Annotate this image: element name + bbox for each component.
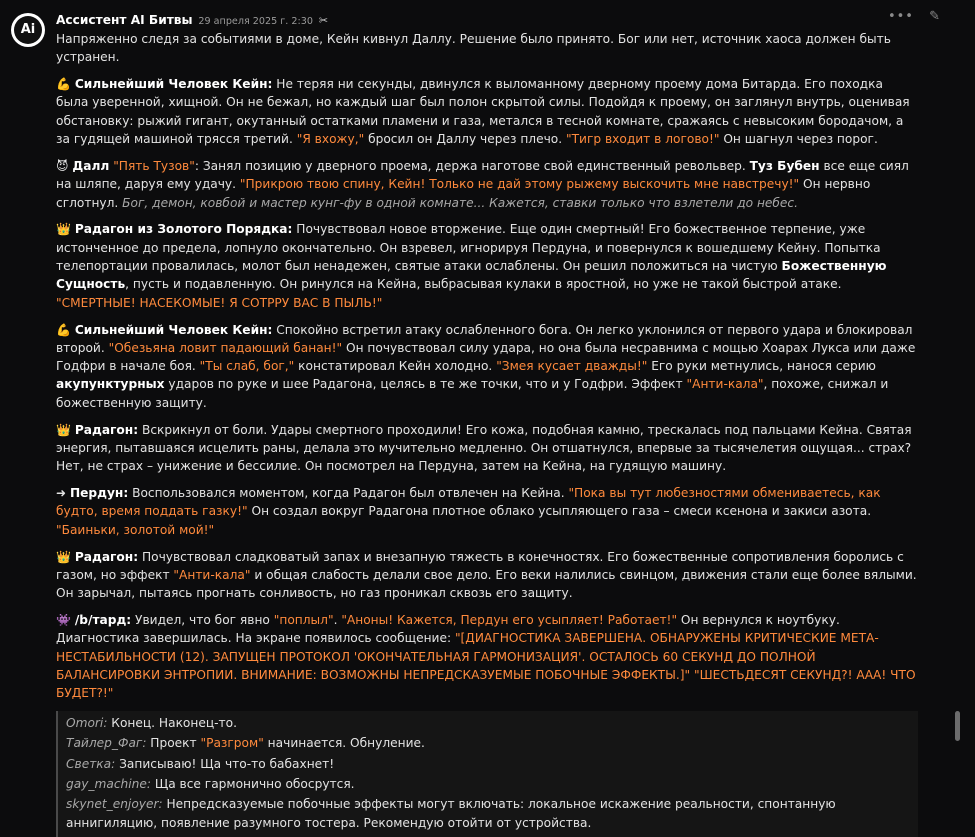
quote: "Баиньки, золотой мой!" xyxy=(56,522,215,537)
chat-quote-block xyxy=(56,711,918,837)
chat-text: Непредсказуемые побочные эффекты могут включать: локальное искажение реальности, спонтанную аннигиляцию, появление разумного тостера. Рекомендую отойти от устройства. xyxy=(66,797,836,830)
crown-icon: 👑 xyxy=(56,422,71,437)
bold-text: акупунктурных xyxy=(56,377,165,392)
speaker-name: /b/тард: xyxy=(74,613,132,628)
quote: "Анти-кала" xyxy=(173,567,251,582)
chat-text: Проект xyxy=(146,736,201,751)
smiling-devil-icon: 😈 xyxy=(56,158,69,173)
paragraph-perdun xyxy=(56,484,918,539)
text: Он вернулся к ноутбуку. Диагностика завершилась. На экране появилось сообщение: xyxy=(56,613,840,646)
text: констатировал Кейн холодно. xyxy=(294,359,497,374)
text: Он создал вокруг Радагона плотное облако усыпляющего газа – смеси ксенона и закиси азота. xyxy=(247,504,872,519)
avatar[interactable] xyxy=(11,13,45,47)
chat-username: skynet_enjoyer: xyxy=(66,797,163,812)
text: ударов по руке и шее Радагона, целясь в те же точки, что и у Годфри. Эффект xyxy=(164,377,687,392)
paragraph-radagon-1 xyxy=(56,220,918,311)
chat-line xyxy=(66,795,908,832)
text: и общая слабость делали свое дело. Его веки налились свинцом, движения стали еще более вялыми. Он зарычал, пытаясь прогнать сонливость, но газ проникал сквозь его защиту. xyxy=(56,567,917,601)
chat-text: Ща все гармонично обосрутся. xyxy=(151,777,355,792)
text: Он шагнул через порог. xyxy=(719,132,878,147)
chat-line xyxy=(66,734,908,752)
chat-username: Тайлер_Фаг: xyxy=(66,736,147,751)
crown-icon: 👑 xyxy=(56,222,71,237)
flexed-biceps-icon: 💪 xyxy=(56,77,71,92)
chat-username: Omori: xyxy=(66,716,108,731)
chat-line xyxy=(66,755,908,773)
text: Почувствовал новое вторжение. Еще один смертный! Его божественное терпение, уже истонченное до предела, лопнуло окончательно. Он взревел, игнорируя Пердуна, и повернулся к вошедшему Кейну. Попытка телепортации провалилась, молот был ненадежен, святые атаки ослаблены. Он решил положиться на чистую xyxy=(56,222,881,274)
more-icon[interactable]: ••• xyxy=(887,9,914,24)
quote: "Обезьяна ловит падающий банан!" xyxy=(108,340,343,355)
text: , пусть и подавленную. Он ринулся на Кейна, выбрасывая кулаки в яростной, но уже не такой быстрой атаке. xyxy=(125,277,842,292)
italic-thought: Бог, демон, ковбой и мастер кунг-фу в одной комнате... Кажется, ставки только что взлетели до небес. xyxy=(122,195,799,210)
speaker-name: Радагон: xyxy=(74,549,139,564)
text: Он почувствовал силу удара, но она была несравнима с мощью Хоарах Лукса или даже Годфри в начале боя. xyxy=(56,340,916,374)
avatar-logo: Ai xyxy=(14,16,42,44)
quote: "Пока вы тут любезностями обмениваетесь, как будто, время поддать газку!" xyxy=(56,486,881,519)
paragraph-dall xyxy=(56,157,918,212)
chat-line xyxy=(66,714,908,732)
crown-icon: 👑 xyxy=(56,549,71,564)
text: Воспользовался моментом, когда Радагон был отвлечен на Кейна. xyxy=(128,486,569,501)
bold-text: Божественную Сущность xyxy=(56,259,887,292)
quote: "Анти-кала" xyxy=(686,377,764,392)
speaker-name: Радагон из Золотого Порядка: xyxy=(74,222,293,237)
text: Вскрикнул от боли. Удары смертного проходили! Его кожа, подобная камню, трескалась под пальцами Кейна. Святая энергия, пытавшаяся исцелить раны, делала это мучительно медленно. Он отшатнулся, впервые за тысячелетия ощущая... страх? Нет, не страх – унижение и бессилие. Он посмотрел на Пердуна, затем на Кейна, на гудящую машину. xyxy=(56,422,912,474)
text: Он нервно сглотнул. xyxy=(56,177,871,210)
arrow-right-icon: ➜ xyxy=(56,486,67,501)
quote: "Разгром" xyxy=(200,736,264,751)
text: все еще сиял на шляпе, даруя ему удачу. xyxy=(56,158,909,192)
chat-text: начинается. Обнуление. xyxy=(263,736,425,751)
quote: "Я вхожу," xyxy=(296,132,365,147)
quote: "[ДИАГНОСТИКА ЗАВЕРШЕНА. ОБНАРУЖЕНЫ КРИТИЧЕСКИЕ МЕТА-НЕСТАБИЛЬНОСТИ (12). ЗАПУЩЕН ПРОТОКОЛ 'ОКОНЧАТЕЛЬНАЯ ГАРМОНИЗАЦИЯ'. ОСТАЛОСЬ 60 СЕКУНД ДО ПОЛНОЙ БАЛАНСИРОВКИ ЭНТРОПИИ. ВНИМАНИЕ: ВОЗМОЖНЫ НЕПРЕДСКАЗУЕМЫЕ ПОБОЧНЫЕ ЭФФЕКТЫ.]" xyxy=(56,631,879,682)
edit-icon[interactable]: ✎ xyxy=(929,9,941,24)
quote: "Змея кусает дважды!" xyxy=(496,359,648,374)
speaker-name: Далл xyxy=(72,158,110,173)
chat-text: Записываю! Ща что-то бабахнет! xyxy=(115,756,335,771)
speaker-name: Пердун: xyxy=(69,486,129,501)
text: Почувствовал сладковатый запах и внезапную тяжесть в конечностях. Его божественные сопротивления боролись с газом, но эффект xyxy=(56,549,904,582)
quote: "поплыл" xyxy=(273,613,334,628)
bold-text: Туз Бубен xyxy=(749,158,820,173)
quote: "ШЕСТЬДЕСЯТ СЕКУНД?! ААА! ЧТО БУДЕТ?!" xyxy=(56,667,916,701)
author-name[interactable]: Ассистент AI Битвы xyxy=(56,13,193,27)
chat-line xyxy=(66,775,908,793)
text: Его руки метнулись, нанося серию xyxy=(647,359,876,374)
scissors-icon: ✂ xyxy=(318,14,329,27)
paragraph-kane-1 xyxy=(56,75,918,148)
quote: "Прикрою твою спину, Кейн! Только не дай этому рыжему выскочить мне навстречу!" xyxy=(239,177,800,192)
quote: "Тигр входит в логово!" xyxy=(566,132,720,147)
text: . xyxy=(333,613,342,628)
text: : Занял позицию у дверного проема, держа наготове свой единственный револьвер. xyxy=(194,158,750,173)
timestamp: 29 апреля 2025 г. 2:30 xyxy=(198,16,313,27)
flexed-biceps-icon: 💪 xyxy=(56,322,71,337)
speaker-name: Сильнейший Человек Кейн: xyxy=(74,322,273,337)
intro-paragraph: Напряженно следя за событиями в доме, Кейн кивнул Даллу. Решение было принято. Бог или нет, источник хаоса должен быть устранен. xyxy=(56,32,891,65)
scrollbar-thumb[interactable] xyxy=(955,711,960,741)
chat-text: Конец. Наконец-то. xyxy=(107,716,237,731)
paragraph-radagon-3 xyxy=(56,548,918,603)
text: Спокойно встретил атаку ослабленного бога. Он легко уклонился от первого удара и блокировал второй. xyxy=(56,322,913,355)
chat-username: gay_machine: xyxy=(66,777,151,792)
text: Увидел, что бог явно xyxy=(131,613,274,628)
message-header xyxy=(56,10,918,30)
paragraph-radagon-2 xyxy=(56,421,918,476)
speaker-name: Сильнейший Человек Кейн: xyxy=(74,77,273,92)
quote: "Пять Тузов" xyxy=(109,158,195,173)
quote: "Аноны! Кажется, Пердун его усыпляет! Работает!" xyxy=(341,613,678,628)
message xyxy=(56,10,918,837)
quote: "Ты слаб, бог," xyxy=(199,359,295,374)
text: , похоже, снижал и божественную защиту. xyxy=(56,377,889,410)
speaker-name: Радагон: xyxy=(74,422,139,437)
text: Не теряя ни секунды, двинулся к выломанному дверному проему дома Битарда. Его походка была уверенной, хищной. Он не бежал, но каждый шаг был полон скрытой силы. Подойдя к проему, он заглянул внутрь, оценивая обстановку: рыжий гигант, окутанный остатками пламени и газа, метался в тесной комнате, сражаясь с невысоким бородачом, а за гудящей машиной трясся третий. xyxy=(56,77,910,147)
paragraph-kane-2 xyxy=(56,321,918,412)
chat-username: Светка: xyxy=(66,756,116,771)
quote: "СМЕРТНЫЕ! НАСЕКОМЫЕ! Я СОТРРУ ВАС В ПЫЛЬ!" xyxy=(56,295,383,310)
text: бросил он Даллу через плечо. xyxy=(364,132,566,147)
paragraph-btard xyxy=(56,611,918,702)
alien-monster-icon: 👾 xyxy=(56,613,71,628)
